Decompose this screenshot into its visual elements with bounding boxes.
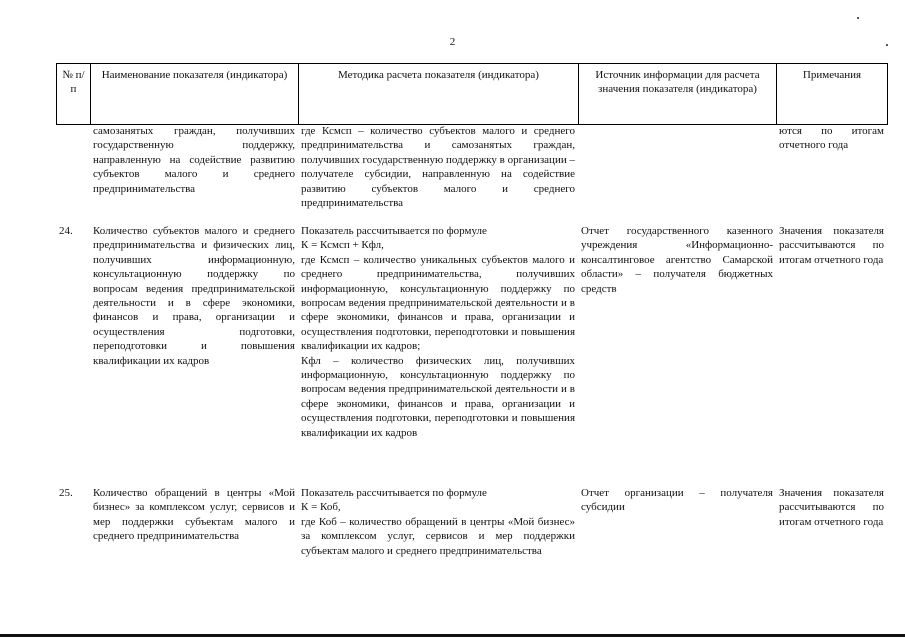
header-notes: Примечания: [777, 64, 888, 125]
header-num: № п/п: [57, 64, 91, 125]
method-paragraph: где Коб – количество обращений в центры «Мой бизнес» за комплексом услуг, сервисов и мер поддержки субъектам малого и среднего предпринимательства: [301, 515, 575, 557]
row-number: [56, 124, 90, 224]
header-name: Наименование показателя (индикатора): [91, 64, 299, 125]
table-body: [56, 124, 887, 586]
row-method: [298, 224, 578, 486]
row-source: Отчет организации – получателя субсидии: [581, 487, 773, 514]
table-row: [56, 224, 887, 486]
row-source: [578, 124, 776, 224]
header-source: Источник информации для расчета значения показателя (индикатора): [579, 64, 777, 125]
table-row: [56, 486, 887, 586]
page-bottom-rule: [0, 634, 905, 637]
row-notes: Значения показателя рассчитываются по итогам отчетного года: [779, 225, 884, 266]
scan-speck: [886, 44, 888, 46]
table-header: [56, 63, 888, 125]
row-indicator-name: Количество обращений в центры «Мой бизнес» за комплексом услуг, сервисов и мер поддержки субъектам малого и среднего предпринимательства: [93, 487, 295, 543]
method-paragraph: где Ксмсп – количество уникальных субъектов малого и среднего предпринимательства, получивших информационную, консультационную поддержку по вопросам ведения предпринимательской деятельности и в сфере экономики, финансов и права, организации и осуществления подготовки, переподготовки и повышения квалификации их кадров;: [301, 253, 575, 353]
scan-speck: [857, 17, 859, 19]
method-formula: К = Коб,: [301, 501, 341, 514]
row-method: [298, 124, 578, 224]
row-indicator-name: самозанятых граждан, получивших государственную поддержку, направленную на содействие развитию субъектов малого и среднего предпринимательства: [93, 125, 295, 195]
row-notes: ются по итогам отчетного года: [779, 125, 884, 152]
row-source: Отчет государственного казенного учреждения «Информационно-консалтинговое агентство Самарской области» – получателя бюджетных средств: [581, 225, 773, 295]
header-method: Методика расчета показателя (индикатора): [299, 64, 579, 125]
row-number: 25.: [59, 487, 73, 499]
method-paragraph: Показатель рассчитывается по формуле: [301, 487, 487, 499]
page-number: 2: [449, 36, 456, 48]
method-paragraph: Показатель рассчитывается по формуле: [301, 225, 487, 237]
method-paragraph: где Ксмсп – количество субъектов малого и среднего предпринимательства и самозанятых граждан, получивших государственную поддержку в организации – получателе субсидии, направленную на содействие развитию субъектов малого и среднего предпринимательства: [301, 125, 575, 210]
row-indicator-name: Количество субъектов малого и среднего предпринимательства и физических лиц, получивших информационную, консультационную поддержку по вопросам ведения предпринимательской деятельности и в сфере экономики, финансов и права, организации и осуществления подготовки, переподготовки и повышения квалификации их кадров: [93, 225, 295, 367]
row-method: [298, 486, 578, 586]
row-number: 24.: [59, 225, 73, 237]
method-formula: К = Ксмсп + Кфл,: [301, 239, 384, 252]
method-paragraph: Кфл – количество физических лиц, получивших информационную, консультационную поддержку по вопросам ведения предпринимательской деятельности и в сфере экономики, финансов и права, организации и осуществления подготовки, переподготовки и повышения квалификации их кадров: [301, 354, 575, 439]
table-row: [56, 124, 887, 224]
row-notes: Значения показателя рассчитываются по итогам отчетного года: [779, 487, 884, 528]
